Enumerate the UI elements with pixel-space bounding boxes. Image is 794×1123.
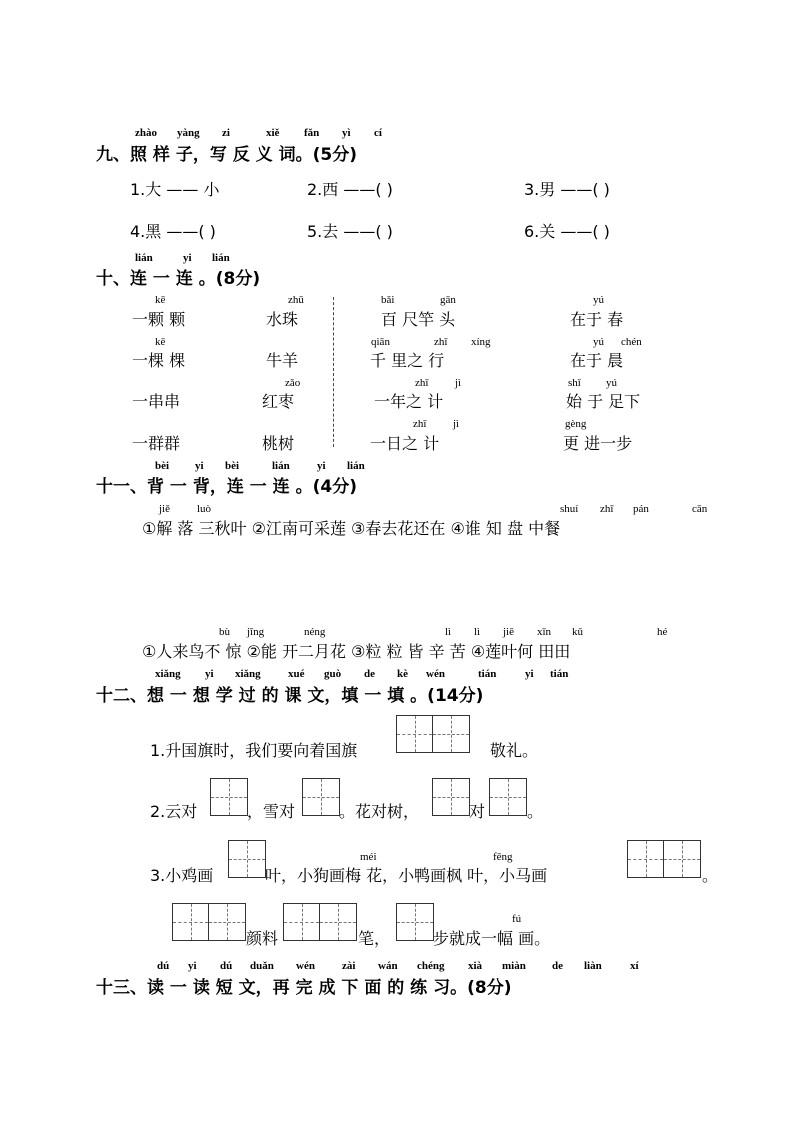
match-item: 一年之 计 bbox=[374, 392, 444, 411]
pinyin: shuí bbox=[560, 503, 579, 515]
pinyin: jiě bbox=[159, 503, 170, 515]
match-item: 桃树 bbox=[262, 434, 295, 453]
pinyin: de bbox=[364, 668, 375, 680]
q9-item: 1.大 —— 小 bbox=[130, 180, 220, 199]
pinyin: shǐ bbox=[568, 377, 581, 389]
question-10-title: 十、连 一 连 。(8分) bbox=[96, 269, 261, 289]
q9-item: 5.去 ——( ) bbox=[307, 222, 393, 241]
fill-sentence: 笔， bbox=[358, 929, 391, 948]
q9-item: 3.男 ——( ) bbox=[524, 180, 610, 199]
pinyin: chén bbox=[621, 336, 642, 348]
pinyin: lián bbox=[272, 460, 290, 472]
pinyin: xué bbox=[288, 668, 305, 680]
pinyin: wén bbox=[426, 668, 445, 680]
pinyin: tián bbox=[478, 668, 497, 680]
pinyin: zhī bbox=[415, 377, 429, 389]
pinyin: xīn bbox=[537, 626, 552, 638]
pinyin: dú bbox=[220, 960, 233, 972]
pinyin: xiǎng bbox=[155, 668, 181, 680]
pinyin: wén bbox=[296, 960, 315, 972]
pinyin: zhī bbox=[413, 418, 427, 430]
pinyin: jì bbox=[455, 377, 462, 389]
pinyin: zài bbox=[342, 960, 356, 972]
pinyin: bèi bbox=[225, 460, 240, 472]
fill-sentence: 。 bbox=[527, 802, 544, 821]
pinyin: lián bbox=[135, 252, 153, 264]
match-item: 红枣 bbox=[262, 392, 295, 411]
fill-sentence: 对 bbox=[469, 802, 486, 821]
pinyin: fú bbox=[512, 913, 522, 925]
pinyin: lì bbox=[474, 626, 481, 638]
pinyin: bèi bbox=[155, 460, 170, 472]
writing-box[interactable] bbox=[283, 903, 357, 941]
pinyin: xiě bbox=[266, 127, 280, 139]
pinyin: dú bbox=[157, 960, 170, 972]
pinyin: yú bbox=[593, 294, 604, 306]
pinyin: néng bbox=[304, 626, 326, 638]
pinyin: lì bbox=[445, 626, 452, 638]
writing-box[interactable] bbox=[302, 778, 340, 816]
question-11-title: 十一、背 一 背，连 一 连 。(4分) bbox=[96, 477, 357, 497]
pinyin: jīng bbox=[247, 626, 265, 638]
match-item: 一棵 棵 bbox=[132, 351, 186, 370]
pinyin: jì bbox=[453, 418, 460, 430]
pinyin: kǔ bbox=[572, 626, 583, 638]
q9-item: 2.西 ——( ) bbox=[307, 180, 393, 199]
fill-sentence: 颜料 bbox=[246, 929, 279, 948]
writing-box[interactable] bbox=[489, 778, 527, 816]
pinyin: wán bbox=[378, 960, 398, 972]
fill-sentence: 叶，小狗画梅 花，小鸭画枫 叶，小马画 bbox=[265, 866, 548, 885]
question-12-title: 十二、想 一 想 学 过 的 课 文，填 一 填 。(14分) bbox=[96, 686, 484, 706]
match-item: 水珠 bbox=[266, 310, 299, 329]
pinyin: kè bbox=[397, 668, 408, 680]
pinyin: yi bbox=[525, 668, 534, 680]
pinyin: yi bbox=[188, 960, 197, 972]
pinyin: qiān bbox=[371, 336, 390, 348]
fill-sentence: 步就成一幅 画。 bbox=[433, 929, 551, 948]
pinyin: chéng bbox=[417, 960, 445, 972]
pinyin: yi bbox=[317, 460, 326, 472]
writing-box[interactable] bbox=[432, 778, 470, 816]
pinyin: lián bbox=[347, 460, 365, 472]
pinyin: zǎo bbox=[285, 377, 301, 389]
writing-box[interactable] bbox=[210, 778, 248, 816]
divider bbox=[333, 297, 334, 447]
question-9-title: 九、照 样 子，写 反 义 词。(5分) bbox=[96, 145, 357, 165]
pinyin: guò bbox=[324, 668, 342, 680]
match-item: 一日之 计 bbox=[370, 434, 440, 453]
pinyin: gān bbox=[440, 294, 456, 306]
match-item: 始 于 足下 bbox=[566, 392, 641, 411]
match-item: 百 尺竿 头 bbox=[381, 310, 456, 329]
pinyin: fēng bbox=[493, 851, 513, 863]
pinyin: cān bbox=[692, 503, 708, 515]
match-item: 在于 春 bbox=[570, 310, 624, 329]
pinyin: pán bbox=[633, 503, 649, 515]
pinyin: xiǎng bbox=[235, 668, 261, 680]
pinyin: yi bbox=[195, 460, 204, 472]
pinyin: xíng bbox=[471, 336, 491, 348]
fill-sentence: 1.升国旗时，我们要向着国旗 bbox=[150, 741, 358, 760]
q9-item: 4.黑 ——( ) bbox=[130, 222, 216, 241]
pinyin: yì bbox=[342, 127, 351, 139]
pinyin: gèng bbox=[565, 418, 587, 430]
pinyin: yàng bbox=[177, 127, 200, 139]
pinyin: fǎn bbox=[304, 127, 320, 139]
fill-sentence: 。花对树， bbox=[339, 802, 420, 821]
pinyin: zhū bbox=[288, 294, 304, 306]
writing-box[interactable] bbox=[396, 903, 434, 941]
pinyin: cí bbox=[374, 127, 382, 139]
writing-box[interactable] bbox=[396, 715, 470, 753]
match-item: 一群群 bbox=[132, 434, 181, 453]
question-13-title: 十三、读 一 读 短 文，再 完 成 下 面 的 练 习。(8分) bbox=[96, 978, 512, 998]
pinyin: yi bbox=[205, 668, 214, 680]
pinyin: yi bbox=[183, 252, 192, 264]
match-item: 千 里之 行 bbox=[370, 351, 445, 370]
fill-sentence: ，雪对 bbox=[247, 802, 296, 821]
pinyin: méi bbox=[360, 851, 377, 863]
pinyin: de bbox=[552, 960, 563, 972]
pinyin: duǎn bbox=[250, 960, 274, 972]
poem-line-row: ①解 落 三秋叶 ②江南可采莲 ③春去花还在 ④谁 知 盘 中餐 bbox=[142, 519, 561, 538]
match-item: 一串串 bbox=[132, 392, 181, 411]
pinyin: liàn bbox=[584, 960, 602, 972]
pinyin: bǎi bbox=[381, 294, 395, 306]
pinyin: bù bbox=[219, 626, 230, 638]
match-item: 更 进一步 bbox=[563, 434, 633, 453]
fill-sentence: 。 bbox=[702, 866, 719, 885]
pinyin: xià bbox=[468, 960, 483, 972]
pinyin: hé bbox=[657, 626, 668, 638]
fill-sentence: 2.云对 bbox=[150, 802, 198, 821]
writing-box[interactable] bbox=[172, 903, 246, 941]
pinyin: kē bbox=[155, 336, 166, 348]
poem-line-row: ①人来鸟不 惊 ②能 开二月花 ③粒 粒 皆 辛 苦 ④莲叶何 田田 bbox=[142, 642, 571, 661]
writing-box[interactable] bbox=[228, 840, 266, 878]
match-item: 牛羊 bbox=[266, 351, 299, 370]
match-item: 一颗 颗 bbox=[132, 310, 186, 329]
pinyin: zhī bbox=[600, 503, 614, 515]
fill-sentence: 3.小鸡画 bbox=[150, 866, 214, 885]
pinyin: zhī bbox=[434, 336, 448, 348]
pinyin: kē bbox=[155, 294, 166, 306]
match-item: 在于 晨 bbox=[570, 351, 624, 370]
pinyin: tián bbox=[550, 668, 569, 680]
pinyin: luò bbox=[197, 503, 212, 515]
pinyin: yú bbox=[593, 336, 604, 348]
q9-item: 6.关 ——( ) bbox=[524, 222, 610, 241]
pinyin: jiē bbox=[503, 626, 514, 638]
pinyin: yú bbox=[606, 377, 617, 389]
pinyin: zi bbox=[222, 127, 230, 139]
pinyin: lián bbox=[212, 252, 230, 264]
pinyin: xí bbox=[630, 960, 639, 972]
writing-box[interactable] bbox=[627, 840, 701, 878]
pinyin: miàn bbox=[502, 960, 526, 972]
fill-sentence: 敬礼。 bbox=[490, 741, 539, 760]
pinyin: zhào bbox=[135, 127, 157, 139]
